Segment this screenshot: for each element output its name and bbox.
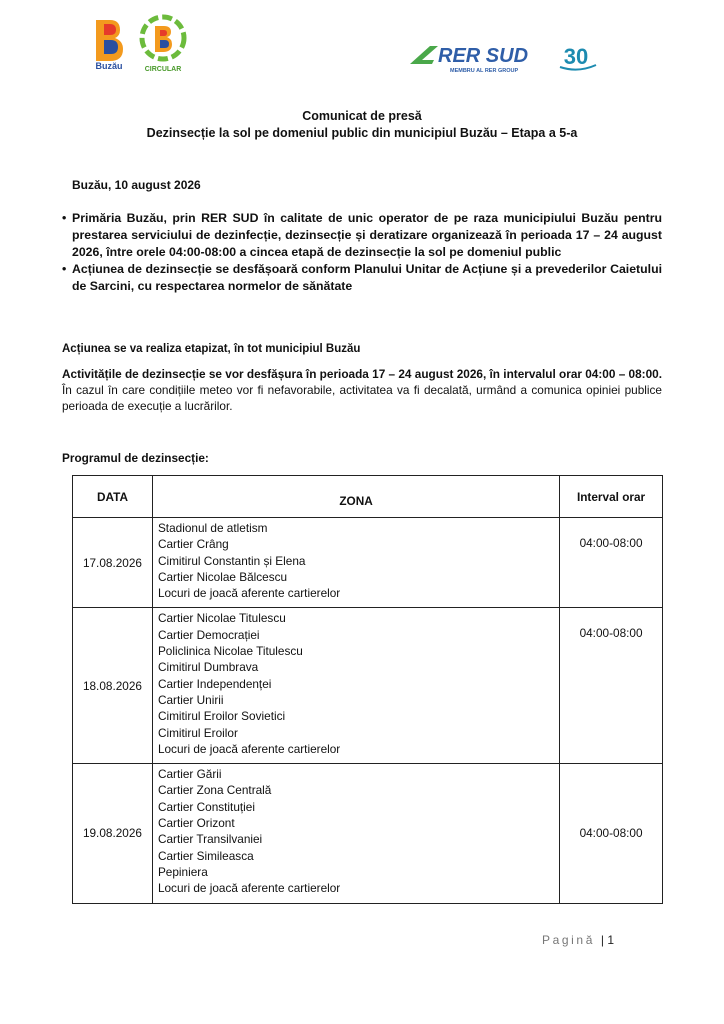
bullet-icon: • bbox=[62, 262, 67, 276]
row-zones bbox=[152, 764, 559, 903]
schedule-table bbox=[72, 475, 663, 904]
zone-item: Cartier Constituției bbox=[157, 799, 255, 814]
zone-item: Stadionul de atletism bbox=[157, 521, 268, 535]
circular-logo-text: CIRCULAR bbox=[144, 66, 182, 73]
row-interval: 04:00-08:00 bbox=[560, 764, 663, 903]
zone-item: Cartier Nicolae Titulescu bbox=[157, 611, 286, 626]
etapizat-heading: Acțiunea se va realiza etapizat, în tot municipiul Buzău bbox=[62, 343, 361, 355]
bullet-text: Primăria Buzău, prin RER SUD în calitate de unic operator de pe raza municipiului Buzău pentru prestarea serviciului de dezinfecție, dezinsecție și deratizare organizează în perioada 17 – 24 august 2026, între orele 04:00-08:00 a cincea etapă de dezinsecție la sol pe domeniul public bbox=[72, 211, 662, 259]
table-row bbox=[73, 764, 663, 903]
page-footer bbox=[542, 933, 614, 947]
zone-item: Cartier Simileasca bbox=[157, 848, 254, 863]
table-row bbox=[73, 518, 663, 608]
row-date: 17.08.2026 bbox=[73, 518, 153, 608]
table-row bbox=[73, 608, 663, 764]
zone-item: Cartier Zona Centrală bbox=[157, 783, 272, 798]
zone-item: Cartier Transilvaniei bbox=[157, 832, 263, 847]
press-release-title bbox=[0, 108, 724, 142]
row-interval: 04:00-08:00 bbox=[560, 518, 663, 608]
zone-item: Cartier Orizont bbox=[157, 816, 235, 831]
rer-sud-logo-sub: MEMBRU AL RER GROUP bbox=[450, 68, 519, 74]
bullet-list bbox=[62, 210, 662, 295]
activity-paragraph bbox=[62, 366, 662, 414]
zone-item: Policlinica Nicolae Titulescu bbox=[157, 644, 303, 659]
zone-item: Cartier Crâng bbox=[157, 537, 229, 552]
program-heading: Programul de dezinsecție: bbox=[62, 451, 209, 465]
page-label: Pagină bbox=[542, 933, 595, 947]
bullet-item bbox=[62, 261, 662, 295]
title-line-1: Comunicat de presă bbox=[302, 109, 422, 123]
row-date: 18.08.2026 bbox=[73, 608, 153, 764]
rer-sud-logo-text: RER SUD bbox=[438, 45, 529, 67]
zone-item: Cartier Nicolae Bălcescu bbox=[157, 569, 288, 584]
zone-item: Cimitirul Dumbrava bbox=[157, 660, 259, 675]
zone-item: Locuri de joacă aferente cartierelor bbox=[157, 741, 341, 756]
zone-item: Cartier Independenței bbox=[157, 676, 272, 691]
rer-sud-logo bbox=[408, 40, 550, 76]
header-date: DATA bbox=[73, 476, 153, 518]
buzau-logo bbox=[90, 16, 128, 72]
header-zona: ZONA bbox=[152, 476, 559, 518]
row-zones bbox=[152, 518, 559, 608]
activity-paragraph-text: În cazul în care condițiile meteo vor fi nefavorabile, activitatea va fi decalată, urmând a comunica opiniei publice perioada de execuție a lucrărilor. bbox=[62, 383, 662, 413]
zone-item: Cimitirul Constantin și Elena bbox=[157, 553, 306, 568]
zone-item: Pepiniera bbox=[157, 864, 208, 879]
bullet-icon: • bbox=[62, 211, 67, 225]
header-interval: Interval orar bbox=[560, 476, 663, 518]
zone-item: Cartier Democrației bbox=[157, 627, 260, 642]
30-years-logo bbox=[556, 40, 600, 74]
zone-item: Cartier Unirii bbox=[157, 692, 224, 707]
activity-paragraph-bold: Activitățile de dezinsecție se vor desfășura în perioada 17 – 24 august 2026, în intervalul orar 04:00 – 08:00. bbox=[62, 367, 662, 381]
page-number: | 1 bbox=[600, 933, 615, 947]
bullet-item bbox=[62, 210, 662, 261]
zone-item: Cimitirul Eroilor Sovietici bbox=[157, 709, 286, 724]
table-header-row bbox=[73, 476, 663, 518]
zone-item: Cimitirul Eroilor bbox=[157, 725, 238, 740]
row-date: 19.08.2026 bbox=[73, 764, 153, 903]
row-interval: 04:00-08:00 bbox=[560, 608, 663, 764]
buzau-logo-text: Buzău bbox=[95, 61, 123, 71]
row-zones bbox=[152, 608, 559, 764]
zone-item: Cartier Gării bbox=[157, 767, 222, 782]
date-line: Buzău, 10 august 2026 bbox=[72, 178, 201, 192]
zone-item: Locuri de joacă aferente cartierelor bbox=[157, 586, 341, 601]
buzau-circular-logo bbox=[138, 12, 188, 74]
title-line-2: Dezinsecție la sol pe domeniul public din municipiul Buzău – Etapa a 5-a bbox=[146, 126, 578, 140]
bullet-text: Acțiunea de dezinsecție se desfășoară conform Planului Unitar de Acțiune și a prevederilor Caietului de Sarcini, cu respectarea normelor de sănătate bbox=[72, 262, 662, 293]
30-years-logo-text: 30 bbox=[563, 44, 589, 69]
zone-item: Locuri de joacă aferente cartierelor bbox=[157, 881, 341, 896]
